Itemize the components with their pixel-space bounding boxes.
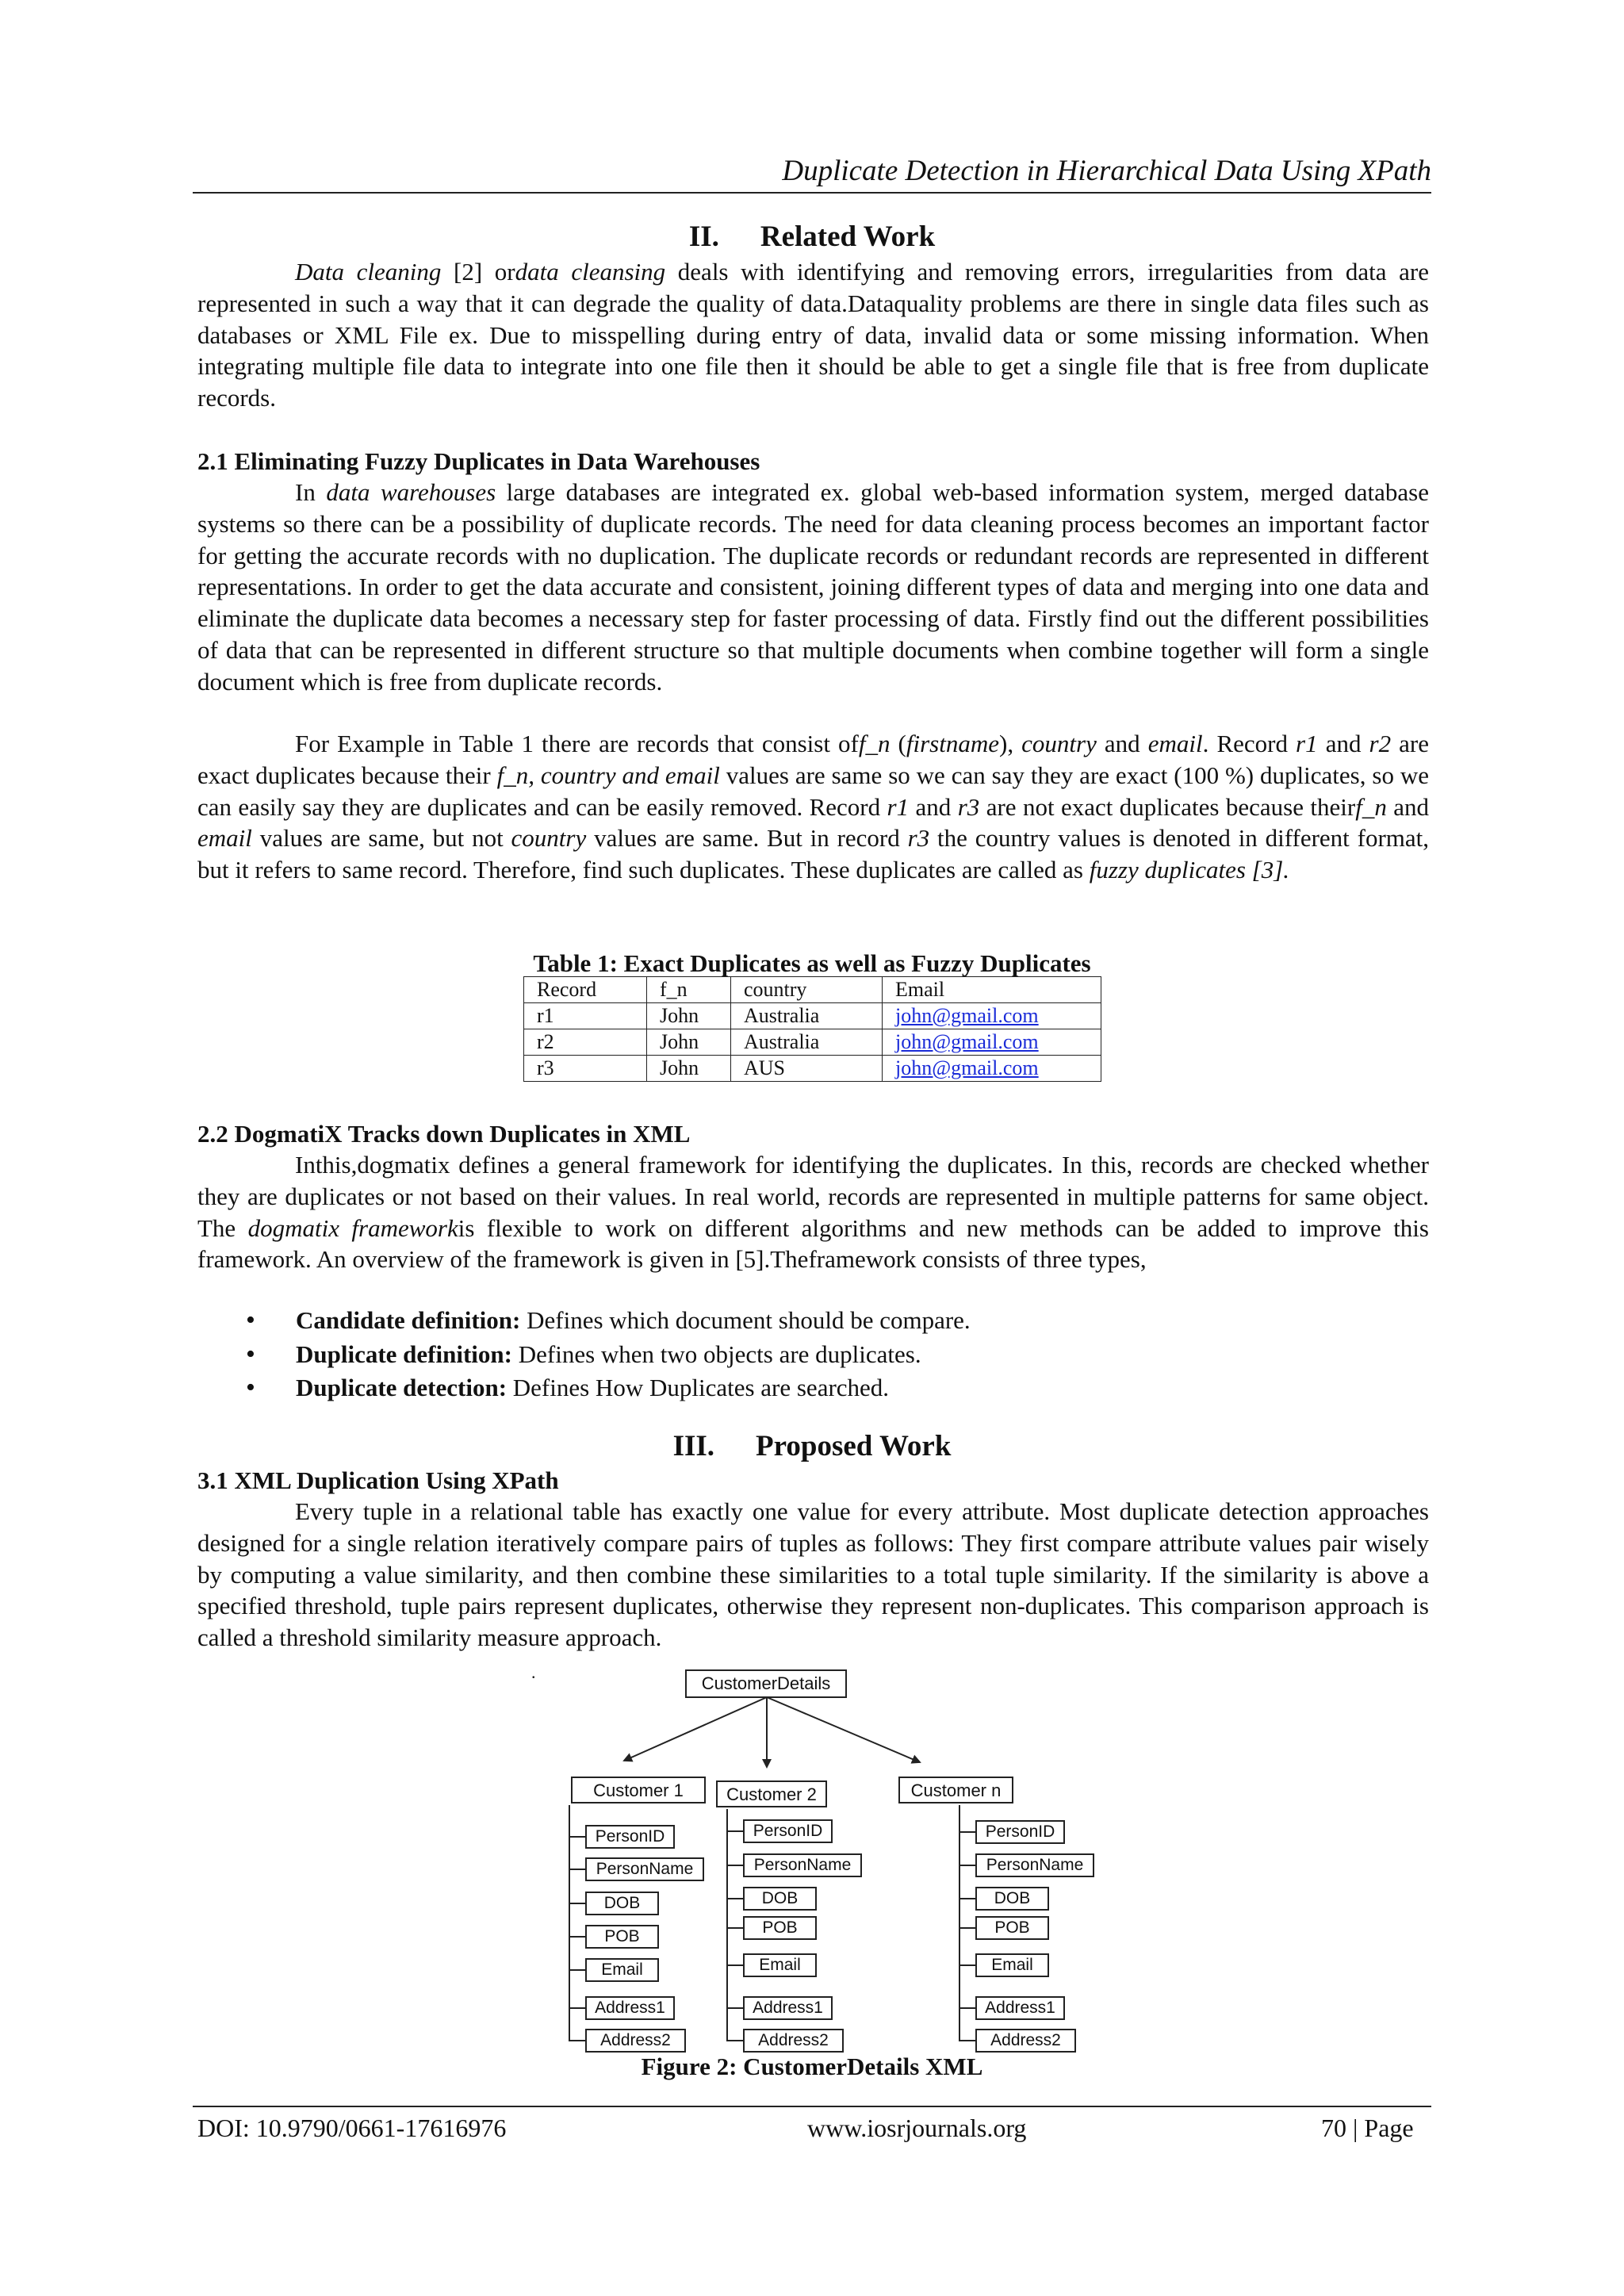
emph-text: f_n <box>858 730 891 757</box>
footer-page-number: 70 | Page <box>1321 2114 1414 2142</box>
customer-node-2: Customer 2 <box>716 1780 827 1807</box>
bullet-term: Duplicate definition: <box>296 1340 512 1368</box>
bullet-desc: Defines which document should be compare. <box>520 1306 971 1334</box>
bullet-term: Duplicate detection: <box>296 1374 508 1401</box>
emph-text: r1 <box>1296 730 1318 757</box>
subsection-2-2-heading: 2.2 DogmatiX Tracks down Duplicates in XML <box>197 1120 691 1148</box>
emph-text: fuzzy duplicates [3]. <box>1089 856 1290 884</box>
emph-text: f_n, country and email <box>496 761 720 789</box>
footer-doi: DOI: 10.9790/0661-17616976 <box>197 2114 507 2142</box>
bullet-term: Candidate definition: <box>296 1306 521 1334</box>
text-run: values are same, but not <box>251 824 511 853</box>
root-node-customerdetails: CustomerDetails <box>685 1669 847 1698</box>
emph-text: r3 <box>907 824 930 853</box>
text-run: Inthis,dogmatix defines a general framework for identifying the duplicates. In this, records are checked whether they are duplicates or not based on their values. In real world, records are represented in multiple patterns for same object. The <box>197 1151 1429 1242</box>
emph-text: f_n <box>1355 792 1387 821</box>
child-node-address1: Address1 <box>585 1996 675 2020</box>
table-cell: r3 <box>524 1056 647 1082</box>
bullet-desc: Defines How Duplicates are searched. <box>507 1374 890 1401</box>
text-run: . Record <box>1202 730 1297 757</box>
table-header-cell: country <box>731 977 883 1003</box>
child-node-email: Email <box>975 1953 1049 1977</box>
text-run: are not exact duplicates because their <box>979 792 1356 821</box>
bullet-desc: Defines when two objects are duplicates. <box>511 1340 921 1368</box>
emph-text: country <box>1021 730 1097 757</box>
emph-text: country <box>511 824 587 853</box>
child-node-dob: DOB <box>975 1887 1049 1911</box>
child-node-pob: POB <box>585 1925 659 1949</box>
child-node-email: Email <box>743 1953 817 1977</box>
text-run: ), <box>999 730 1022 757</box>
child-node-personname: PersonName <box>975 1853 1094 1877</box>
emph-data-cleansing: data cleansing <box>515 258 666 286</box>
emph-text: r1 <box>887 792 910 821</box>
edge-root-customern <box>767 1697 920 1762</box>
child-node-personid: PersonID <box>585 1825 675 1849</box>
text-run: ( <box>890 730 906 757</box>
text-run: and <box>1386 792 1429 821</box>
text-run: For Example in Table 1 there are records that consist of <box>295 730 859 757</box>
section-2-title: Related Work <box>760 220 936 253</box>
child-node-address2: Address2 <box>975 2029 1076 2053</box>
emph-text: r2 <box>1369 730 1392 757</box>
table-header-cell: Record <box>524 977 647 1003</box>
child-node-pob: POB <box>743 1916 817 1940</box>
subsection-3-1-heading: 3.1 XML Duplication Using XPath <box>197 1466 559 1494</box>
table-cell: r1 <box>524 1003 647 1029</box>
running-head: Duplicate Detection in Hierarchical Data Using XPath <box>782 155 1431 187</box>
customer-node-1: Customer 1 <box>571 1777 706 1803</box>
text-run: and <box>909 792 958 821</box>
child-node-address1: Address1 <box>975 1996 1065 2020</box>
table-cell: r2 <box>524 1029 647 1056</box>
table-1-caption: Table 1: Exact Duplicates as well as Fuzzy Duplicates <box>533 949 1091 977</box>
text-run: deals with identifying and removing errors, irregularities from data are represented in such a way that it can degrade the quality of data.Dataquality problems are there in single data files such as databases or XML File ex. Due to misspelling during entry of data, invalid data or some missing information. When integrating multiple file data to integrate into one file then it should be able to get a single file that is free from duplicate records. <box>197 258 1430 412</box>
table-cell: John <box>647 1003 731 1029</box>
text-run: the country values is denoted in different format, but it refers to same record. Therefore, find such duplicates. These duplicates are called as <box>197 824 1429 884</box>
email-link[interactable]: john@gmail.com <box>895 1004 1039 1027</box>
emph-text: email <box>197 824 252 853</box>
emph-text: data warehouses <box>326 478 496 506</box>
table-cell: John <box>647 1056 731 1082</box>
child-node-pob: POB <box>975 1916 1049 1940</box>
child-node-personname: PersonName <box>585 1857 704 1881</box>
xpath-paragraph: Every tuple in a relational table has exactly one value for every attribute. Most duplicate detection approaches designed for a single relation iteratively compare pairs of tuples as follows: They first compare attribute values pair wisely by computing a value similarity, and then combine these similarities to a total tuple similarity. If the similarity is above a specified threshold, tuple pairs represent duplicates, otherwise they represent non-duplicates. This comparison approach is called a threshold similarity measure approach. <box>197 1497 1429 1652</box>
child-node-address2: Address2 <box>585 2029 686 2053</box>
table-header-cell: Email <box>883 977 1101 1003</box>
figure-2-caption: Figure 2: CustomerDetails XML <box>641 2053 983 2080</box>
subsection-2-1-heading: 2.1 Eliminating Fuzzy Duplicates in Data Warehouses <box>197 447 760 475</box>
text-run: is flexible to work on different algorithms and new methods can be added to improve this framework. An overview of the framework is given in [5].Theframework consists of three types, <box>197 1213 1429 1274</box>
text-run: values are same. But in record <box>586 824 908 853</box>
section-3-number: III. <box>672 1430 715 1462</box>
edge-root-customer1 <box>624 1697 767 1761</box>
emph-data-cleaning: Data cleaning <box>295 258 442 286</box>
emph-text: dogmatix framework <box>247 1213 458 1242</box>
child-node-address1: Address1 <box>743 1996 833 2020</box>
stray-dot: . <box>531 1662 536 1682</box>
child-node-personid: PersonID <box>743 1819 833 1843</box>
email-link[interactable]: john@gmail.com <box>895 1056 1039 1079</box>
child-node-email: Email <box>585 1958 659 1982</box>
emph-text: r3 <box>957 792 980 821</box>
table-cell: Australia <box>731 1003 883 1029</box>
text-run: large databases are integrated ex. global web-based information system, merged database systems so there can be a possibility of duplicate records. The need for data cleaning process becomes an important factor for getting the accurate records with no duplication. The duplicate records or redundant records are represented in different representations. In order to get the data accurate and consistent, joining different types of data and merging into one data and eliminate the duplicate data becomes a necessary step for faster processing of data. Firstly find out the different possibilities of data that can be represented in different structure so that multiple documents when combine together will form a single document which is free from duplicate records. <box>197 478 1430 696</box>
section-2-number: II. <box>688 220 719 253</box>
footer-site: www.iosrjournals.org <box>807 2114 1027 2142</box>
table-cell: Australia <box>731 1029 883 1056</box>
table-cell: AUS <box>731 1056 883 1082</box>
table-header-cell: f_n <box>647 977 731 1003</box>
emph-text: firstname <box>906 730 999 757</box>
text-run: values are same so we can say they are exact (100 %) duplicates, so we can easily say they are duplicates and can be easily removed. Record <box>197 761 1430 821</box>
child-node-personid: PersonID <box>975 1820 1065 1844</box>
emph-text: email <box>1147 730 1203 757</box>
child-node-dob: DOB <box>585 1892 659 1915</box>
customer-node-3: Customer n <box>898 1777 1013 1803</box>
text-run: [2] or <box>441 258 515 286</box>
section-3-title: Proposed Work <box>756 1430 952 1462</box>
child-node-dob: DOB <box>743 1887 817 1911</box>
text-run: and <box>1317 730 1369 757</box>
child-node-address2: Address2 <box>743 2029 844 2053</box>
text-run: In <box>295 478 327 506</box>
text-run: are exact duplicates because their <box>197 730 1430 789</box>
footer-rule <box>193 2106 1431 2107</box>
child-node-personname: PersonName <box>743 1853 862 1877</box>
email-link[interactable]: john@gmail.com <box>895 1030 1039 1053</box>
table-cell: John <box>647 1029 731 1056</box>
text-run: and <box>1096 730 1148 757</box>
